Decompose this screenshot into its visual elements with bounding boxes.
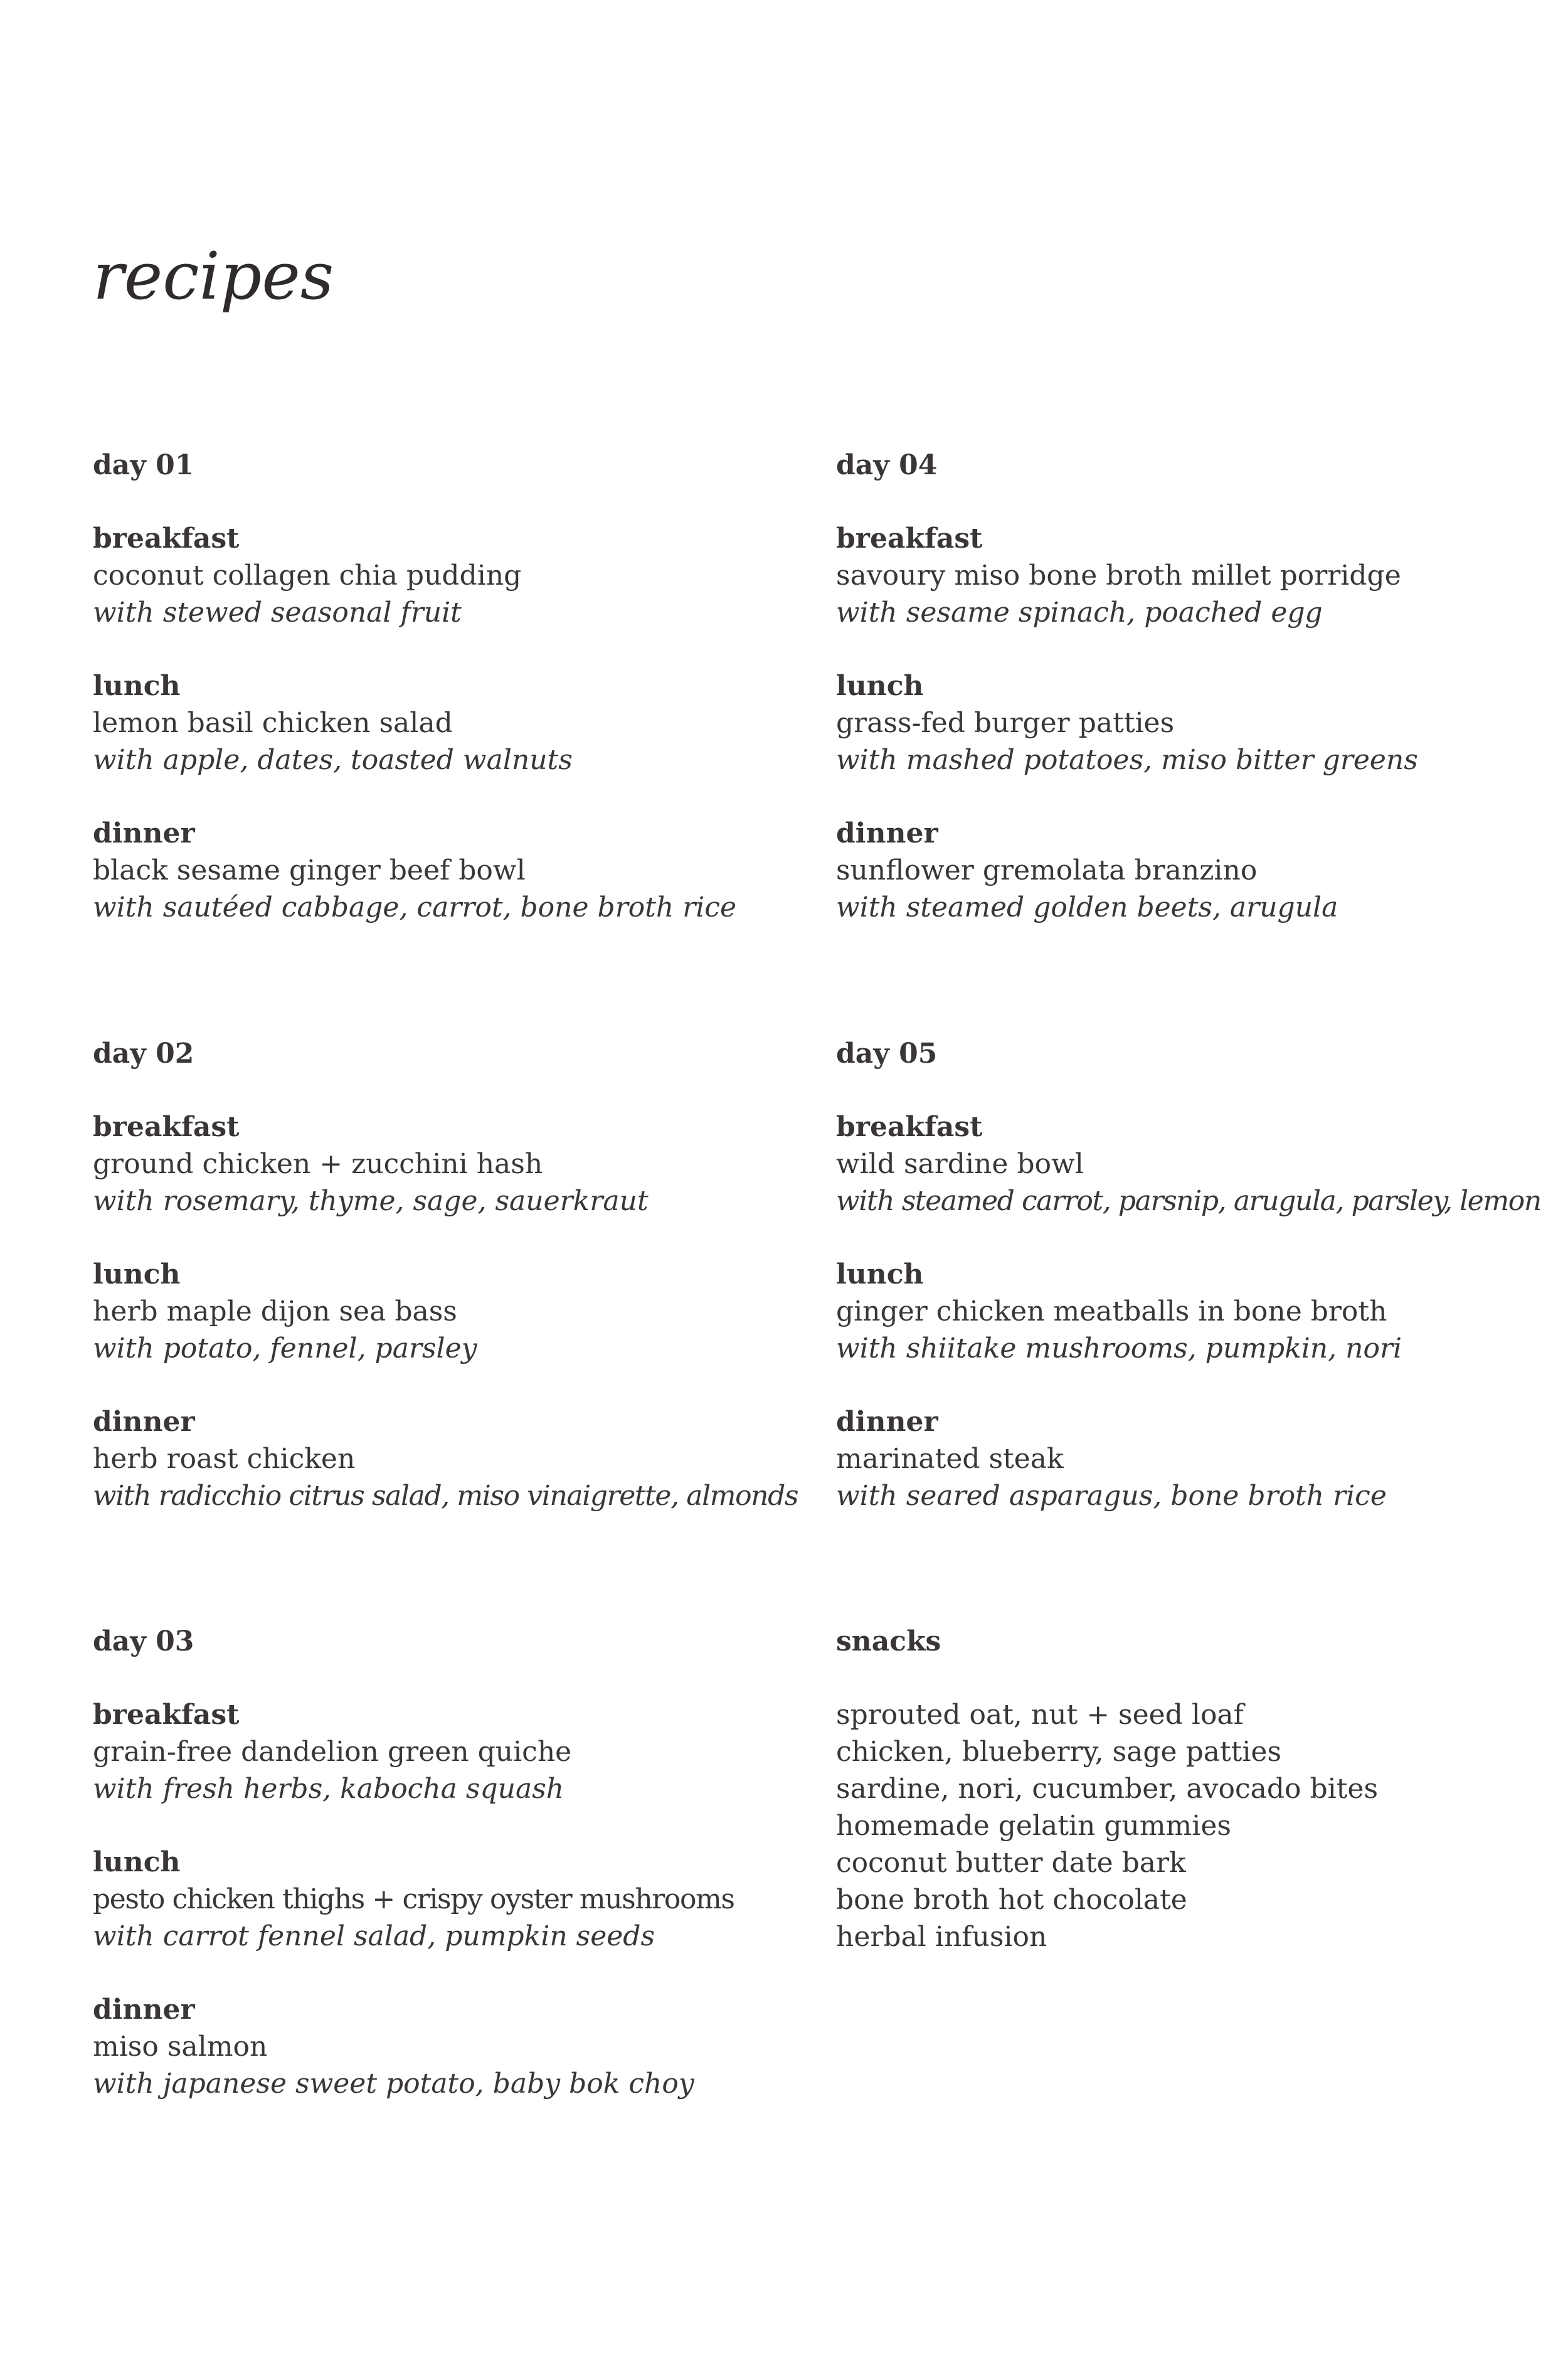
meal-side: with mashed potatoes, miso bitter greens (836, 744, 1418, 776)
meal-breakfast (93, 1108, 802, 1220)
day-01-section (93, 447, 802, 926)
meal-type: breakfast (836, 1111, 983, 1143)
meal-breakfast (93, 520, 802, 631)
meal-dish: marinated steak (836, 1443, 1064, 1475)
meal-type: dinner (836, 817, 938, 849)
day-heading: day 03 (93, 1625, 194, 1657)
meal-side: with stewed seasonal fruit (93, 597, 462, 629)
snacks-heading: snacks (836, 1625, 941, 1657)
meal-lunch (93, 1844, 802, 1955)
meal-side: with radicchio citrus salad, miso vinaigrette, almonds (93, 1480, 798, 1512)
meal-dish: miso salmon (93, 2031, 268, 2063)
day-heading: day 05 (836, 1038, 938, 1070)
meal-dish: sunflower gremolata branzino (836, 854, 1258, 886)
meal-type: breakfast (93, 523, 240, 555)
meal-dish: pesto chicken thighs + crispy oyster mushrooms (93, 1883, 734, 1915)
meal-side: with sesame spinach, poached egg (836, 597, 1323, 629)
meal-dish: coconut collagen chia pudding (93, 560, 522, 592)
meal-side: with seared asparagus, bone broth rice (836, 1480, 1387, 1512)
day-03-section (93, 1623, 802, 2102)
meal-lunch (93, 667, 802, 779)
day-heading: day 02 (93, 1038, 194, 1070)
meal-side: with carrot fennel salad, pumpkin seeds (93, 1920, 655, 1952)
meal-dish: grain-free dandelion green quiche (93, 1736, 572, 1768)
meal-type: dinner (93, 1994, 195, 2026)
meal-side: with steamed golden beets, arugula (836, 891, 1338, 923)
meal-dish: herb maple dijon sea bass (93, 1295, 457, 1327)
snack-item: sprouted oat, nut + seed loaf (836, 1699, 1244, 1731)
meal-type: lunch (93, 1258, 181, 1290)
meal-type: dinner (93, 1406, 195, 1438)
meal-dinner (93, 815, 802, 926)
meal-side: with rosemary, thyme, sage, sauerkraut (93, 1185, 649, 1217)
meal-side: with fresh herbs, kabocha squash (93, 1773, 564, 1805)
meal-dish: ground chicken + zucchini hash (93, 1148, 543, 1180)
meal-dinner (836, 815, 1545, 926)
meal-type: breakfast (93, 1699, 240, 1731)
snack-item: bone broth hot chocolate (836, 1884, 1187, 1916)
meal-side: with sautéed cabbage, carrot, bone broth rice (93, 891, 737, 923)
meal-type: dinner (93, 817, 195, 849)
meal-dish: herb roast chicken (93, 1443, 356, 1475)
snack-item: chicken, blueberry, sage patties (836, 1736, 1282, 1768)
meal-dinner (93, 1403, 802, 1514)
day-04-section (836, 447, 1545, 926)
meal-dish: grass-fed burger patties (836, 707, 1175, 739)
meal-type: breakfast (93, 1111, 240, 1143)
snacks-section (836, 1623, 1545, 1955)
meal-side: with potato, fennel, parsley (93, 1332, 477, 1364)
meal-type: dinner (836, 1406, 938, 1438)
meal-breakfast (836, 1108, 1545, 1220)
snack-list (836, 1696, 1545, 1955)
meal-lunch (836, 667, 1545, 779)
meal-type: breakfast (836, 523, 983, 555)
meal-type: lunch (93, 1846, 181, 1878)
day-heading: day 01 (93, 449, 194, 481)
meal-dish: savoury miso bone broth millet porridge (836, 560, 1401, 592)
snack-item: coconut butter date bark (836, 1847, 1186, 1879)
day-05-section (836, 1035, 1545, 1514)
meal-dish: ginger chicken meatballs in bone broth (836, 1295, 1387, 1327)
page-title: recipes (93, 238, 334, 314)
day-heading: day 04 (836, 449, 938, 481)
meal-dish: black sesame ginger beef bowl (93, 854, 526, 886)
meal-side: with shiitake mushrooms, pumpkin, nori (836, 1332, 1402, 1364)
meal-type: lunch (836, 670, 924, 702)
meal-type: lunch (93, 670, 181, 702)
meal-breakfast (93, 1696, 802, 1807)
meal-dinner (93, 1991, 802, 2102)
meal-side: with steamed carrot, parsnip, arugula, parsley, lemon (836, 1185, 1541, 1217)
day-02-section (93, 1035, 802, 1514)
meal-dish: lemon basil chicken salad (93, 707, 453, 739)
snack-item: homemade gelatin gummies (836, 1810, 1231, 1842)
meal-breakfast (836, 520, 1545, 631)
meal-side: with japanese sweet potato, baby bok choy (93, 2068, 694, 2100)
meal-side: with apple, dates, toasted walnuts (93, 744, 573, 776)
meal-type: lunch (836, 1258, 924, 1290)
meal-dish: wild sardine bowl (836, 1148, 1084, 1180)
meal-lunch (836, 1256, 1545, 1367)
meal-lunch (93, 1256, 802, 1367)
meal-dinner (836, 1403, 1545, 1514)
snack-item: herbal infusion (836, 1921, 1047, 1953)
snack-item: sardine, nori, cucumber, avocado bites (836, 1773, 1379, 1805)
